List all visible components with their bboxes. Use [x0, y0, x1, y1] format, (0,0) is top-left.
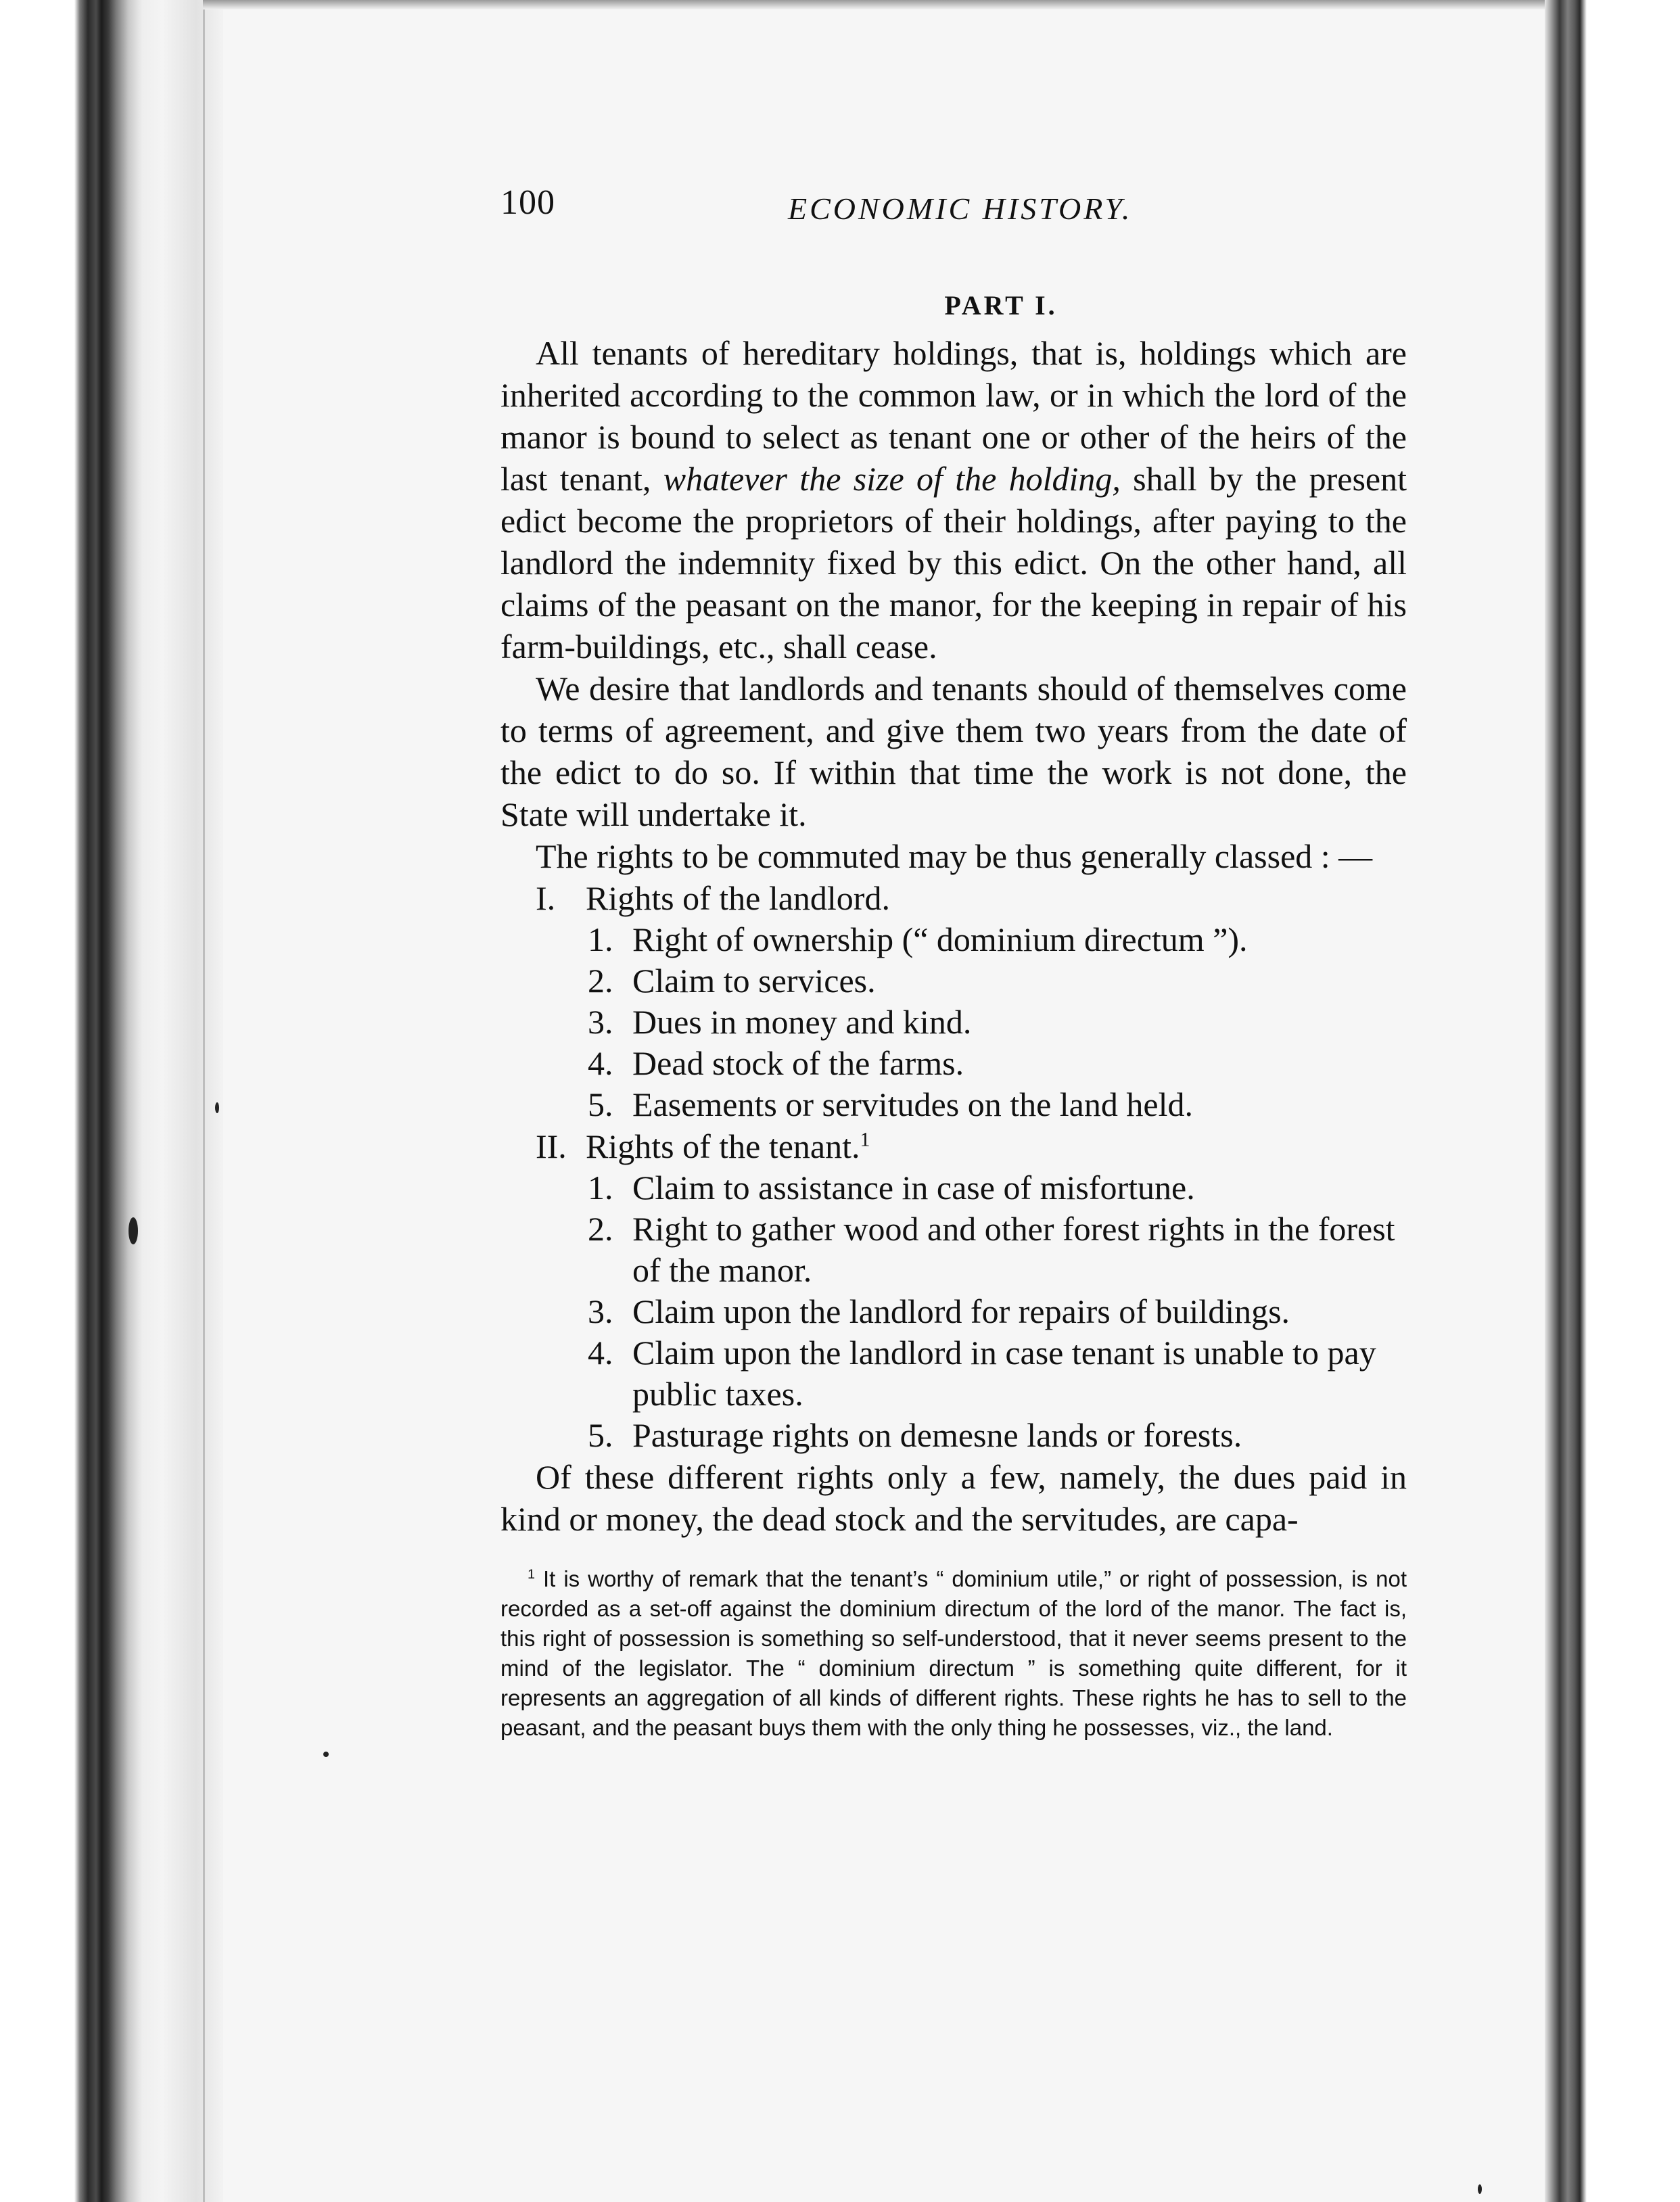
list-item — [500, 960, 1407, 1002]
paragraph-1-italic: whatever the size of the holding, — [663, 460, 1121, 498]
item-text: Right to gather wood and other forest rights in the forest of the manor. — [632, 1210, 1395, 1289]
item-text: Claim upon the landlord in case tenant is unable to pay public taxes. — [632, 1334, 1376, 1413]
footnote — [500, 1564, 1407, 1743]
group-heading — [500, 1125, 1407, 1167]
list-item — [500, 1002, 1407, 1043]
page-header — [500, 183, 1407, 243]
page-edge-line — [203, 0, 205, 2202]
item-number: 2. — [588, 962, 613, 1000]
item-text: Claim to services. — [632, 962, 876, 1000]
footnote-marker: 1 — [528, 1567, 536, 1582]
list-item — [500, 1209, 1407, 1291]
running-head: ECONOMIC HISTORY. — [788, 191, 1133, 226]
item-text: Dues in money and kind. — [632, 1003, 972, 1041]
group-numeral: II. — [536, 1127, 567, 1165]
paragraph-1-before: All tenants of hereditary holdings, that is, holdings which are inherited according to the common law, or in which the lord of the manor is bound to select as tenant one or other of the heirs of the last tenant, — [500, 334, 1407, 498]
group-heading — [500, 877, 1407, 919]
item-text: Easements or servitudes on the land held. — [632, 1085, 1193, 1123]
rights-group-tenant — [500, 1125, 1407, 1456]
closing-paragraph: Of these different rights only a few, namely, the dues paid in kind or money, the dead stock and the servitudes, are capa- — [500, 1458, 1407, 1538]
item-number: 5. — [588, 1085, 613, 1123]
group-numeral: I. — [536, 879, 556, 917]
item-text: Claim upon the landlord for repairs of buildings. — [632, 1292, 1290, 1330]
list-item — [500, 1084, 1407, 1125]
list-item — [500, 1043, 1407, 1084]
item-number: 1. — [588, 920, 613, 958]
item-number: 3. — [588, 1003, 613, 1041]
paragraph-1-after: shall by the present edict become the proprietors of their holdings, after paying to the landlord the indemnity fixed by this edict. On the other hand, all claims of the peasant on the manor, for the keeping in repair of his farm-buildings, etc., shall cease. — [500, 460, 1407, 665]
footnote-text: It is worthy of remark that the tenant’s “ dominium utile,” or right of possession, is not recorded as a set-off against the dominium directum of the lord of the manor. The fact is, this right of possession is something so self-understood, that it never seems present to the mind of the legislator. The “ dominium directum ” is something quite different, for it represents an aggregation of all kinds of different rights. These rights he has to sell to the peasant, and the peasant buys them with the only thing he possesses, viz., the land. — [500, 1566, 1407, 1740]
group-title: Rights of the tenant. — [586, 1127, 860, 1165]
list-item — [500, 1415, 1407, 1456]
item-text: Pasturage rights on demesne lands or forests. — [632, 1416, 1242, 1454]
item-text: Right of ownership (“ dominium directum ”). — [632, 920, 1248, 958]
item-number: 3. — [588, 1292, 613, 1330]
page-number: 100 — [500, 183, 555, 222]
page-content — [500, 183, 1407, 1765]
rights-group-landlord — [500, 877, 1407, 1125]
footnote-reference: 1 — [860, 1128, 870, 1151]
list-item — [500, 1332, 1407, 1415]
book-binding — [0, 0, 223, 2202]
classification-intro: The rights to be commuted may be thus generally classed : — — [536, 837, 1373, 875]
item-number: 5. — [588, 1416, 613, 1454]
group-title: Rights of the landlord. — [586, 879, 890, 917]
paragraph-1 — [500, 332, 1407, 667]
item-text: Dead stock of the farms. — [632, 1044, 964, 1082]
part-heading: PART I. — [944, 290, 1058, 321]
list-item — [500, 1167, 1407, 1209]
item-number: 1. — [588, 1169, 613, 1207]
item-number: 4. — [588, 1044, 613, 1082]
item-text: Claim to assistance in case of misfortune. — [632, 1169, 1195, 1207]
item-number: 4. — [588, 1334, 613, 1372]
top-page-edge — [203, 0, 1556, 9]
paragraph-2: We desire that landlords and tenants should of themselves come to terms of agreement, and give them two years from the date of the edict to do so. If within that time the work is not done, the State will undertake it. — [500, 670, 1407, 833]
item-number: 2. — [588, 1210, 613, 1248]
list-item — [500, 1291, 1407, 1332]
list-item — [500, 919, 1407, 960]
right-page-edge — [1545, 0, 1680, 2202]
